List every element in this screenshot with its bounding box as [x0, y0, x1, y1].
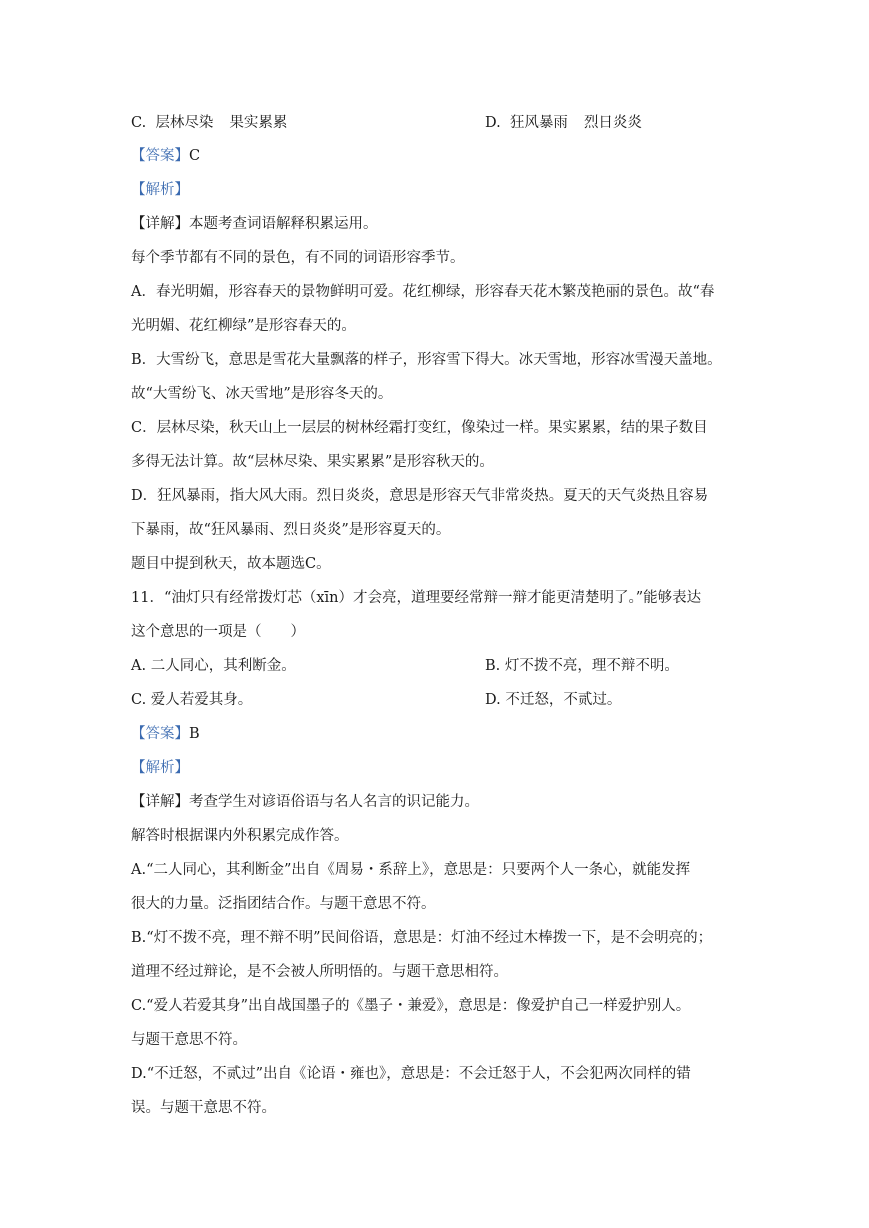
- q10-line: 故“大雪纷飞、冰天雪地”是形容冬天的。: [131, 386, 393, 402]
- q11-line: 很大的力量。泛指团结合作。与题干意思不符。: [131, 896, 436, 912]
- q10-line: D．狂风暴雨，指大风大雨。烈日炎炎，意思是形容天气非常炎热。夏天的天气炎热且容易: [131, 488, 709, 504]
- q11-line: A.“二人同心，其利断金”出自《周易・系辞上》，意思是：只要两个人一条心，就能发挥: [131, 862, 691, 878]
- q11-line: D.“不迁怒，不贰过”出自《论语・雍也》，意思是：不会迁怒于人，不会犯两次同样的错: [131, 1066, 691, 1082]
- q11-answer: 【答案】B: [131, 726, 200, 742]
- q11-line: B.“灯不拨不亮，理不辩不明”民间俗语，意思是：灯油不经过木棒拨一下，是不会明亮的；: [131, 930, 713, 946]
- q10-detail: 【详解】本题考查词语解释积累运用。: [131, 216, 378, 232]
- q11-line: 与题干意思不符。: [131, 1032, 247, 1048]
- q10-line: C．层林尽染，秋天山上一层层的树林经霜打变红，像染过一样。果实累累，结的果子数目: [131, 420, 708, 436]
- q10-answer: 【答案】C: [131, 148, 201, 164]
- q11-stem-line2: 这个意思的一项是（ ）: [131, 624, 305, 640]
- q11-line: 误。与题干意思不符。: [131, 1100, 276, 1116]
- q11-detail: 【详解】考查学生对谚语俗语与名人名言的识记能力。: [131, 794, 479, 810]
- q11-option-c: C. 爱人若爱其身。: [131, 692, 253, 708]
- q11-option-b: B. 灯不拨不亮，理不辩不明。: [485, 658, 679, 674]
- q10-line: 每个季节都有不同的景色，有不同的词语形容季节。: [131, 250, 465, 266]
- q11-option-a: A. 二人同心，其利断金。: [131, 658, 296, 674]
- q11-stem-line1: 11．“油灯只有经常拨灯芯（xīn）才会亮，道理要经常辩一辩才能更清楚明了。”能够表达: [131, 590, 702, 606]
- q10-option-d: D. 狂风暴雨 烈日炎炎: [485, 115, 642, 131]
- q11-line: 道理不经过辩论，是不会被人所明悟的。与题干意思相符。: [131, 964, 508, 980]
- q10-line: A．春光明媚，形容春天的景物鲜明可爱。花红柳绿，形容春天花木繁茂艳丽的景色。故“春: [131, 284, 715, 300]
- q10-line: B．大雪纷飞，意思是雪花大量飘落的样子，形容雪下得大。冰天雪地，形容冰雪漫天盖地。: [131, 352, 722, 368]
- q10-analysis-heading: 【解析】: [131, 182, 189, 198]
- q11-analysis-heading: 【解析】: [131, 760, 189, 776]
- q10-line: 下暴雨，故“狂风暴雨、烈日炎炎”是形容夏天的。: [131, 522, 451, 538]
- q10-option-c: C. 层林尽染 果实累累: [131, 115, 288, 131]
- q11-option-d: D. 不迁怒，不贰过。: [485, 692, 622, 708]
- q10-line: 光明媚、花红柳绿”是形容春天的。: [131, 318, 356, 334]
- q11-line: C.“爱人若爱其身”出自战国墨子的《墨子・兼爱》，意思是：像爱护自己一样爱护别人。: [131, 998, 691, 1014]
- q10-line: 题目中提到秋天，故本题选C。: [131, 556, 331, 572]
- q11-line: 解答时根据课内外积累完成作答。: [131, 828, 349, 844]
- q10-line: 多得无法计算。故“层林尽染、果实累累”是形容秋天的。: [131, 454, 494, 470]
